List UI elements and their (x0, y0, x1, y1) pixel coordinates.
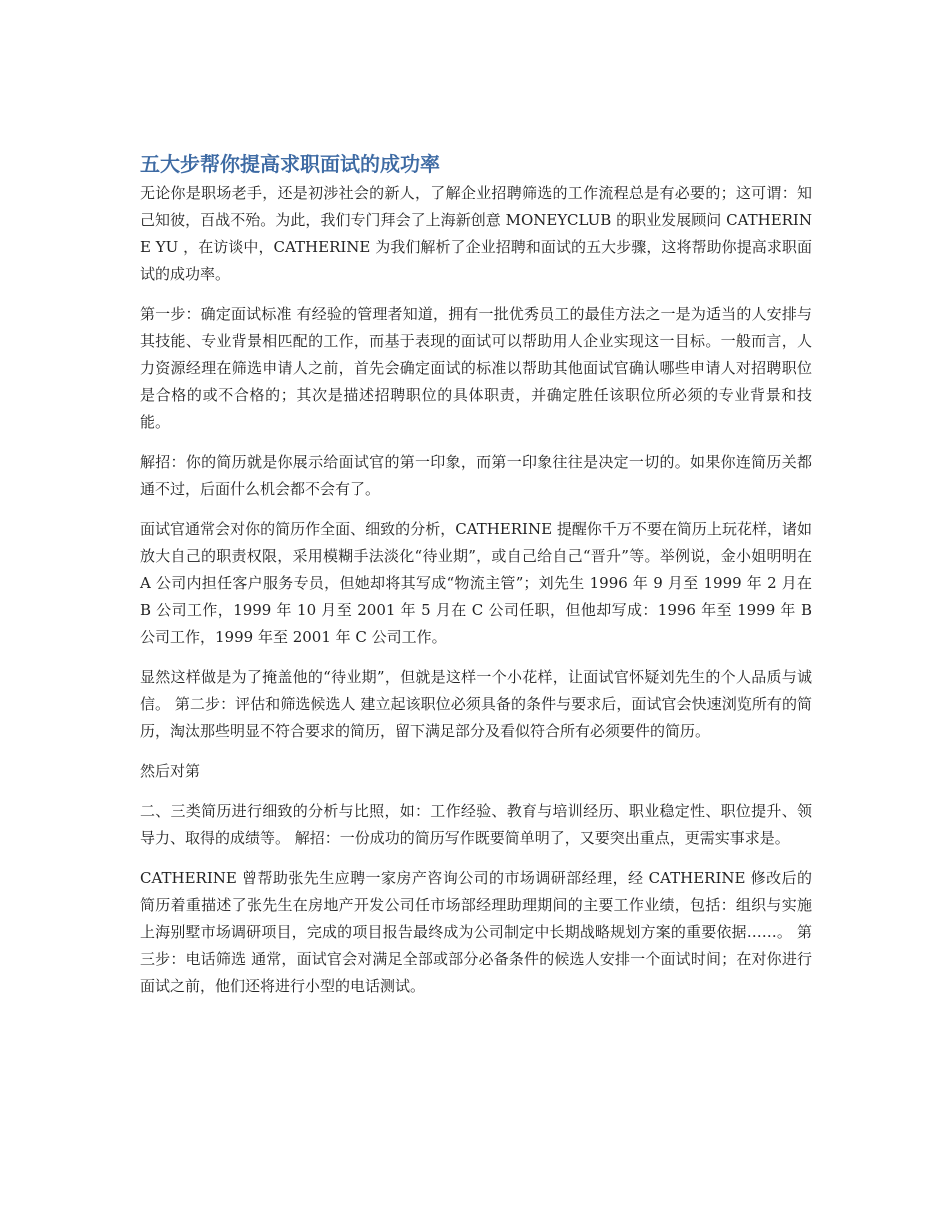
paragraph-step-one: 第一步：确定面试标准 有经验的管理者知道，拥有一批优秀员工的最佳方法之一是为适当的人安排与其技能、专业背景相匹配的工作，而基于表现的面试可以帮助用人企业实现这一目标。一般而言，人力资源经理在筛选申请人之前，首先会确定面试的标准以帮助其他面试官确认哪些申请人对招聘职位是合格的或不合格的；其次是描述招聘职位的具体职责，并确定胜任该职位所必须的专业背景和技能。 (140, 305, 812, 431)
document-page (140, 150, 812, 1013)
paragraph-step-two: 显然这样做是为了掩盖他的“待业期”，但就是这样一个小花样，让面试官怀疑刘先生的个人品质与诚信。 第二步：评估和筛选候选人 建立起该职位必须具备的条件与要求后，面试官会快速浏览所有的简历，淘汰那些明显不符合要求的简历，留下满足部分及看似符合所有必须要件的简历。 (140, 668, 812, 740)
paragraph-tip-first-impression: 解招：你的简历就是你展示给面试官的第一印象，而第一印象往往是决定一切的。如果你连简历关都通不过，后面什么机会都不会有了。 (140, 453, 812, 498)
paragraph-resume-analysis: 面试官通常会对你的简历作全面、细致的分析，CATHERINE 提醒你千万不要在简历上玩花样，诸如放大自己的职责权限，采用模糊手法淡化“待业期”，或自己给自己“晋升”等。举例说，金小姐明明在 A 公司内担任客户服务专员，但她却将其写成“物流主管”；刘先生 1996 年 9 月至 1999 年 2 月在 B 公司工作，1999 年 10 月至 2001 年 5 月在 C 公司任职，但他却写成：1996 年至 1999 年 B 公司工作，1999 年至 2001 年 C 公司工作。 (140, 520, 812, 646)
paragraph-intro: 无论你是职场老手，还是初涉社会的新人，了解企业招聘筛选的工作流程总是有必要的；这可谓：知己知彼，百战不殆。为此，我们专门拜会了上海新创意 MONEYCLUB 的职业发展顾问 CATHERINE YU ，在访谈中，CATHERINE 为我们解析了企业招聘和面试的五大步骤，这将帮助你提高求职面试的成功率。 (140, 184, 812, 283)
paragraph-comparison: 二、三类简历进行细致的分析与比照，如：工作经验、教育与培训经历、职业稳定性、职位提升、领导力、取得的成绩等。 解招：一份成功的简历写作既要简单明了，又要突出重点，更需实事求是。 (140, 802, 812, 847)
paragraph-then: 然后对第 (140, 762, 201, 780)
paragraph-step-three: CATHERINE 曾帮助张先生应聘一家房产咨询公司的市场调研部经理，经 CATHERINE 修改后的简历着重描述了张先生在房地产开发公司任市场部经理助理期间的主要工作业绩，包括：组织与实施上海别墅市场调研项目，完成的项目报告最终成为公司制定中长期战略规划方案的重要依据……。 第三步：电话筛选 通常，面试官会对满足全部或部分必备条件的候选人安排一个面试时间；在对你进行面试之前，他们还将进行小型的电话测试。 (140, 869, 812, 995)
document-title: 五大步帮你提高求职面试的成功率 (140, 152, 440, 176)
